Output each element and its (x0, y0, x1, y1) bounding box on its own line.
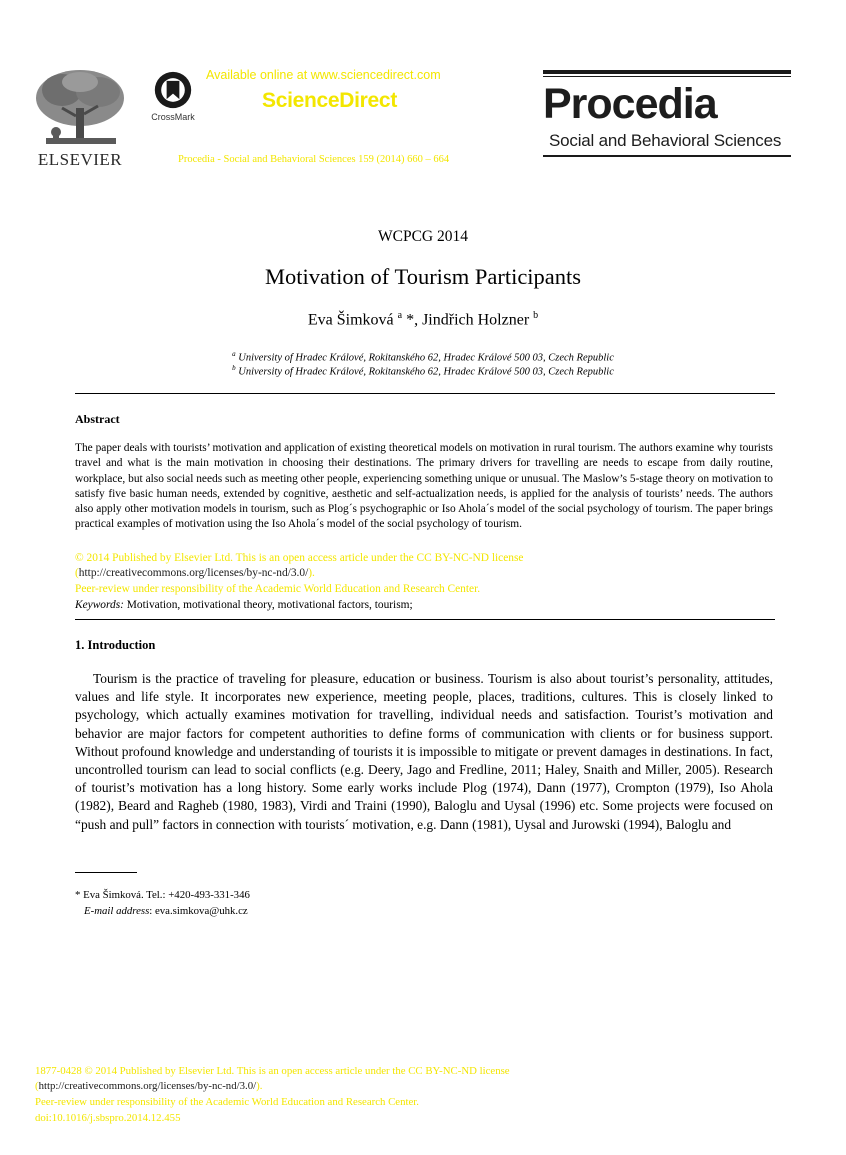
email-address[interactable]: : eva.simkova@uhk.cz (149, 905, 248, 917)
keywords-line (75, 599, 413, 611)
affiliation-marker: a (232, 350, 236, 358)
affiliation-text: University of Hradec Králové, Rokitanského 62, Hradec Králové 500 03, Czech Republic (238, 366, 614, 378)
issn-license: 1877-0428 © 2014 Published by Elsevier Ltd. This is an open access article under the CC BY-NC-ND license (35, 1065, 510, 1077)
abstract-heading: Abstract (75, 412, 120, 426)
banner-rule (543, 70, 791, 74)
section-heading-introduction: 1. Introduction (75, 638, 156, 652)
available-online-link[interactable]: Available online at www.sciencedirect.com (206, 68, 441, 82)
section-divider (75, 393, 775, 394)
elsevier-logo (22, 68, 138, 169)
paren: ( (75, 567, 79, 579)
footnote-email (84, 905, 248, 917)
paren: ( (35, 1080, 39, 1092)
paren: ). (256, 1080, 263, 1092)
abstract-text: The paper deals with tourists’ motivation and application of existing theoretical models on motivation in rural tourism. The authors examine why tourists travel and what is the main motivation in choosing their destinations. The primary drivers for travelling are needs to escape from daily routine, workplace, but also social needs such as meeting other people, experiencing something unique or unusual. The Maslow’s 5-stage theory on motivation to satisfy five basic human needs, extended by cognitive, aesthetic and self-actualization needs, is applied for the analysis of tourists’ needs. The authors also apply other motivation models in tourism, such as Plog´s psychographic or Iso Ahola´s model of the social psychology of tourism. The paper brings practical examples of motivation using the Iso Ahola´s model of the social psychology of tourism. (75, 442, 773, 531)
author-name: Eva Šimková (307, 311, 394, 329)
affiliation-text: University of Hradec Králové, Rokitanského 62, Hradec Králové 500 03, Czech Republic (238, 352, 614, 364)
journal-subtitle: Social and Behavioral Sciences (549, 131, 782, 150)
publisher-name: ELSEVIER (37, 150, 123, 169)
keywords-label: Keywords: (75, 599, 124, 611)
affiliation-marker: a (397, 310, 403, 321)
introduction-text: Tourism is the practice of traveling for pleasure, education or business. Tourism is also about tourist’s personality, attitudes, values and life style. It incorporates new experience, meeting people, places, traditions, cultures. This is closely linked to psychology, which actually examines motivation for travelling, individual needs and satisfaction. Tourist’s motivation and behavior are major factors for competent authorities to define forms of communication with clients or for business support. Without profound knowledge and understanding of tourists it is impossible to mitigate or prevent damages in destinations. In fact, uncontrolled tourism can lead to social conflicts (e.g. Deery, Jago and Fredline, 2011; Haley, Snaith and Miller, 2005). Research of tourist’s motivation has a long history. Some early works include Plog (1974), Dann (1977), Crompton (1979), Iso Ahola (1982), Beard and Ragheb (1980, 1983), Virdi and Traini (1990), Baloglu and Uysal (1996) etc. Some projects were focused on “push and pull” factors in connection with tourists´ motivation, e.g. Dann (1981), Uysal and Jurowski (1994), Baloglu and (75, 671, 773, 832)
journal-reference: Procedia - Social and Behavioral Sciences 159 (2014) 660 – 664 (178, 154, 450, 165)
footnote-contact: * Eva Šimková. Tel.: +420-493-331-346 (75, 889, 250, 901)
affiliation-a (0, 350, 846, 364)
affiliation-b (0, 364, 846, 378)
crossmark-label: CrossMark (151, 112, 195, 122)
bottom-peer-review: Peer-review under responsibility of the Academic World Education and Research Center. (35, 1096, 419, 1108)
crossmark-icon (153, 70, 193, 110)
conference-name: WCPCG 2014 (378, 228, 468, 245)
keywords-text: Motivation, motivational theory, motivational factors, tourism; (126, 599, 413, 611)
affiliation-marker: b (232, 364, 236, 372)
procedia-journal-banner (543, 70, 791, 160)
bottom-license-link[interactable]: http://creativecommons.org/licenses/by-nc-nd/3.0/ (38, 1080, 257, 1092)
paren: ). (308, 567, 315, 579)
section-divider (75, 619, 775, 620)
license-url-line (75, 567, 315, 579)
corresponding-marker: *, (406, 311, 419, 329)
footnote-divider (75, 872, 137, 873)
author-name: Jindřich Holzner (422, 311, 530, 329)
journal-title: Procedia (543, 80, 717, 128)
license-statement: © 2014 Published by Elsevier Ltd. This is an open access article under the CC BY-NC-ND license (75, 552, 524, 564)
sciencedirect-brand: ScienceDirect (262, 89, 398, 112)
affiliation-marker: b (533, 310, 539, 321)
paper-title: Motivation of Tourism Participants (264, 264, 582, 289)
author-list (0, 310, 846, 329)
peer-review-statement: Peer-review under responsibility of the Academic World Education and Research Center. (75, 583, 481, 595)
bottom-url-line (35, 1080, 262, 1092)
email-label: E-mail address (84, 905, 150, 917)
elsevier-tree-icon (32, 68, 128, 148)
banner-rule (543, 155, 791, 157)
banner-rule (543, 76, 791, 77)
crossmark-badge[interactable] (146, 70, 200, 126)
license-link[interactable]: http://creativecommons.org/licenses/by-nc-nd/3.0/ (78, 567, 309, 579)
doi[interactable]: doi:10.1016/j.sbspro.2014.12.455 (35, 1112, 181, 1124)
